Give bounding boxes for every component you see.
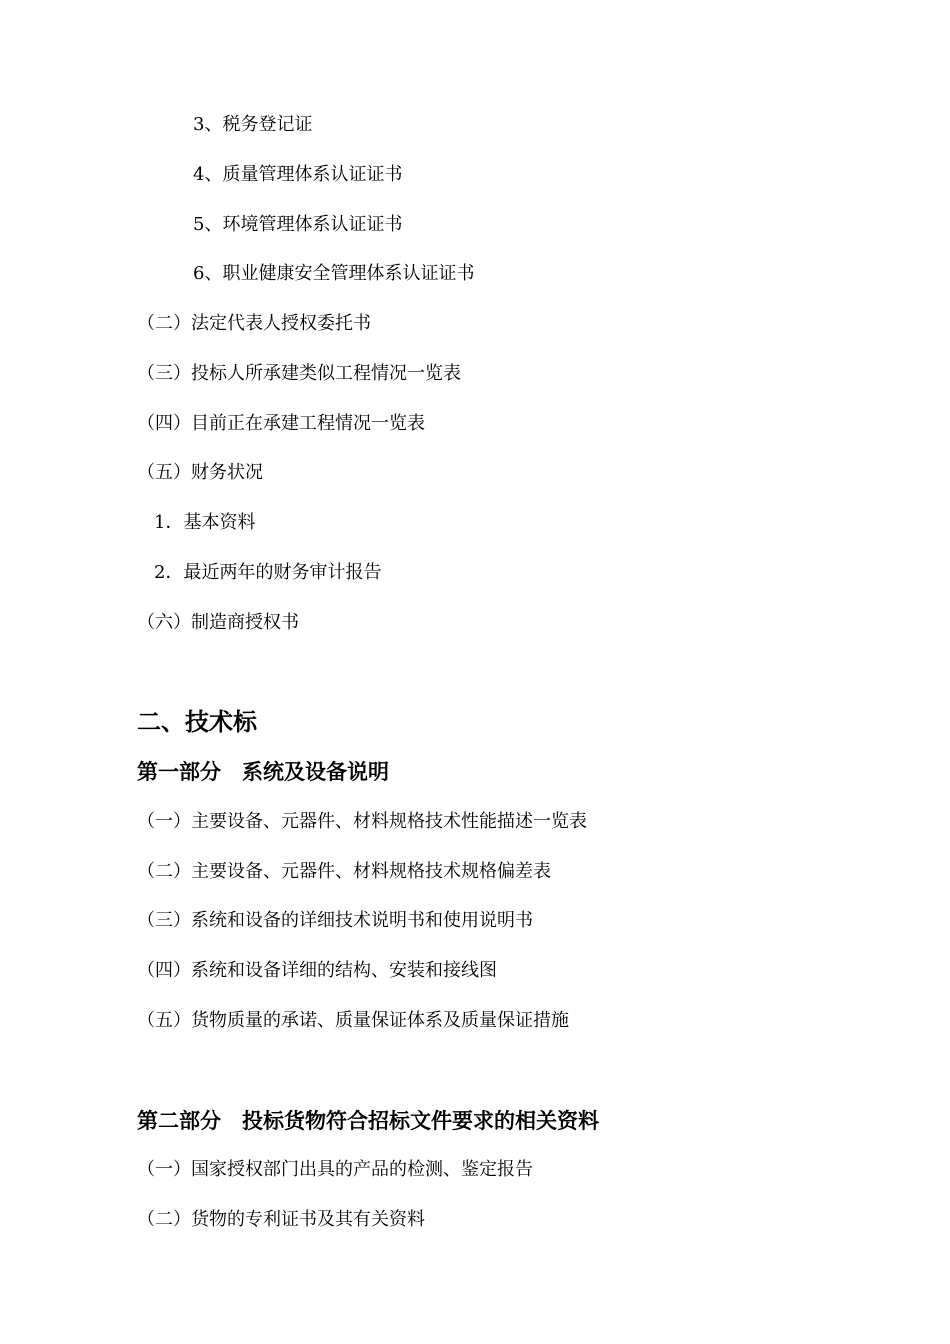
- list-item-quality-cert: 4、质量管理体系认证证书: [193, 164, 403, 185]
- section-title-technical-bid: 二、技术标: [137, 708, 257, 736]
- list-item-similar-projects: （三）投标人所承建类似工程情况一览表: [137, 363, 461, 384]
- list-item: （五）货物质量的承诺、质量保证体系及质量保证措施: [137, 1010, 569, 1031]
- list-item: （三）系统和设备的详细技术说明书和使用说明书: [137, 910, 533, 931]
- list-item-tax-registration: 3、税务登记证: [193, 114, 313, 135]
- list-item: （二）货物的专利证书及其有关资料: [137, 1209, 425, 1230]
- list-item-legal-rep-authorization: （二）法定代表人授权委托书: [137, 313, 371, 334]
- list-item: （二）主要设备、元器件、材料规格技术规格偏差表: [137, 861, 551, 882]
- list-item: （一）主要设备、元器件、材料规格技术性能描述一览表: [137, 811, 587, 832]
- list-item: （四）系统和设备详细的结构、安装和接线图: [137, 960, 497, 981]
- list-item-financial-status: （五）财务状况: [137, 462, 263, 483]
- list-item: （一）国家授权部门出具的产品的检测、鉴定报告: [137, 1159, 533, 1180]
- list-item-current-projects: （四）目前正在承建工程情况一览表: [137, 413, 425, 434]
- list-item-environment-cert: 5、环境管理体系认证证书: [193, 214, 403, 235]
- list-item-manufacturer-authorization: （六）制造商授权书: [137, 612, 299, 633]
- list-item-audit-reports: 2．最近两年的财务审计报告: [154, 562, 382, 583]
- part2-heading: 第二部分 投标货物符合招标文件要求的相关资料: [137, 1109, 599, 1133]
- part1-heading: 第一部分 系统及设备说明: [137, 760, 389, 784]
- list-item-basic-info: 1．基本资料: [154, 512, 256, 533]
- list-item-ohs-cert: 6、职业健康安全管理体系认证证书: [193, 263, 475, 284]
